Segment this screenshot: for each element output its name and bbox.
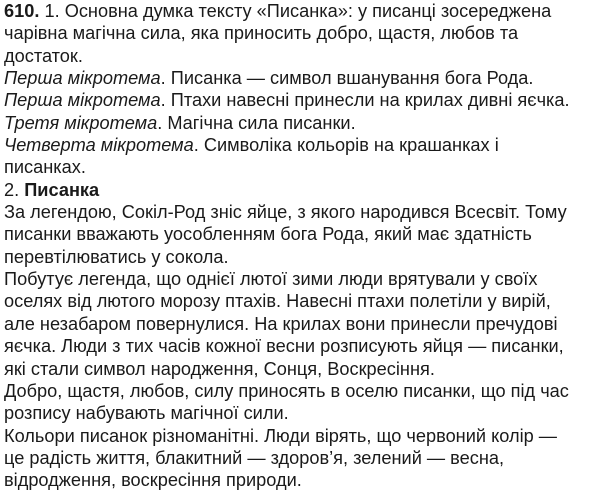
microtopic-1 — [4, 67, 598, 89]
task1-line-1 — [4, 0, 598, 22]
task2-line-11: Кольори писанок різноманітні. Люди вірять, що червоний колір — — [4, 425, 557, 446]
microtopic-label: Четверта мікротема — [4, 135, 194, 156]
microtopic-4-tail: писанках. — [4, 157, 86, 178]
microtopic-4 — [4, 134, 598, 156]
exercise-number: 610. — [4, 1, 40, 21]
task2-line-5: оселях від лютого морозу птахів. Навесні птахи полетіли у вирій, — [4, 291, 551, 312]
exercise-text — [4, 0, 598, 492]
task2-line-9: Добро, щастя, любов, силу приносять в оселю писанки, що під час — [4, 380, 569, 401]
task2-line-1: За легендою, Сокіл-Род зніс яйце, з якого народився Всесвіт. Тому — [4, 202, 567, 223]
task1-marker: 1. — [44, 1, 60, 21]
microtopic-text: . Магічна сила писанки. — [157, 112, 356, 133]
task2-line-7: яєчка. Люди з тих часів кожної весни розписують яйця — писанки, — [4, 336, 564, 357]
microtopic-label: Перша мікротема — [4, 68, 161, 89]
task2-heading — [4, 179, 598, 201]
task2-marker: 2. — [4, 179, 20, 200]
task1-line-2: чарівна магічна сила, яка приносить добро, щастя, любов та — [4, 23, 519, 44]
task2-line-2: писанки вважають уособленням бога Рода, який має здатність — [4, 224, 532, 245]
task2-line-12: це радість життя, блакитний — здоров’я, зелений — весна, — [4, 447, 505, 468]
microtopic-label: Перша мікротема — [4, 90, 161, 111]
task2-line-13: відродження, воскресіння природи. — [4, 470, 302, 491]
microtopic-label: Третя мікротема — [4, 112, 158, 133]
microtopic-text: . Птахи навесні принесли на крилах дивні яєчка. — [160, 90, 570, 111]
microtopic-text: . Символіка кольорів на крашанках і — [193, 135, 499, 156]
microtopic-text: . Писанка — символ вшанування бога Рода. — [160, 68, 534, 89]
task2-line-10: розпису набувають магічної сили. — [4, 403, 289, 424]
task2-line-6: але незабаром повернулися. На крилах вони принесли пречудові — [4, 313, 558, 334]
microtopic-2 — [4, 89, 598, 111]
task1-line-3: достаток. — [4, 45, 83, 66]
task2-line-4: Побутує легенда, що однієї лютої зими люди врятували у своїх — [4, 269, 538, 290]
task2-title: Писанка — [24, 179, 100, 200]
task2-line-8: які стали символ народження, Сонця, Воскресіння. — [4, 358, 435, 379]
task1-text: Основна думка тексту «Писанка»: у писанці зосереджена — [59, 1, 552, 21]
task2-line-3: перевтілюватись у сокола. — [4, 246, 229, 267]
microtopic-3 — [4, 112, 598, 134]
